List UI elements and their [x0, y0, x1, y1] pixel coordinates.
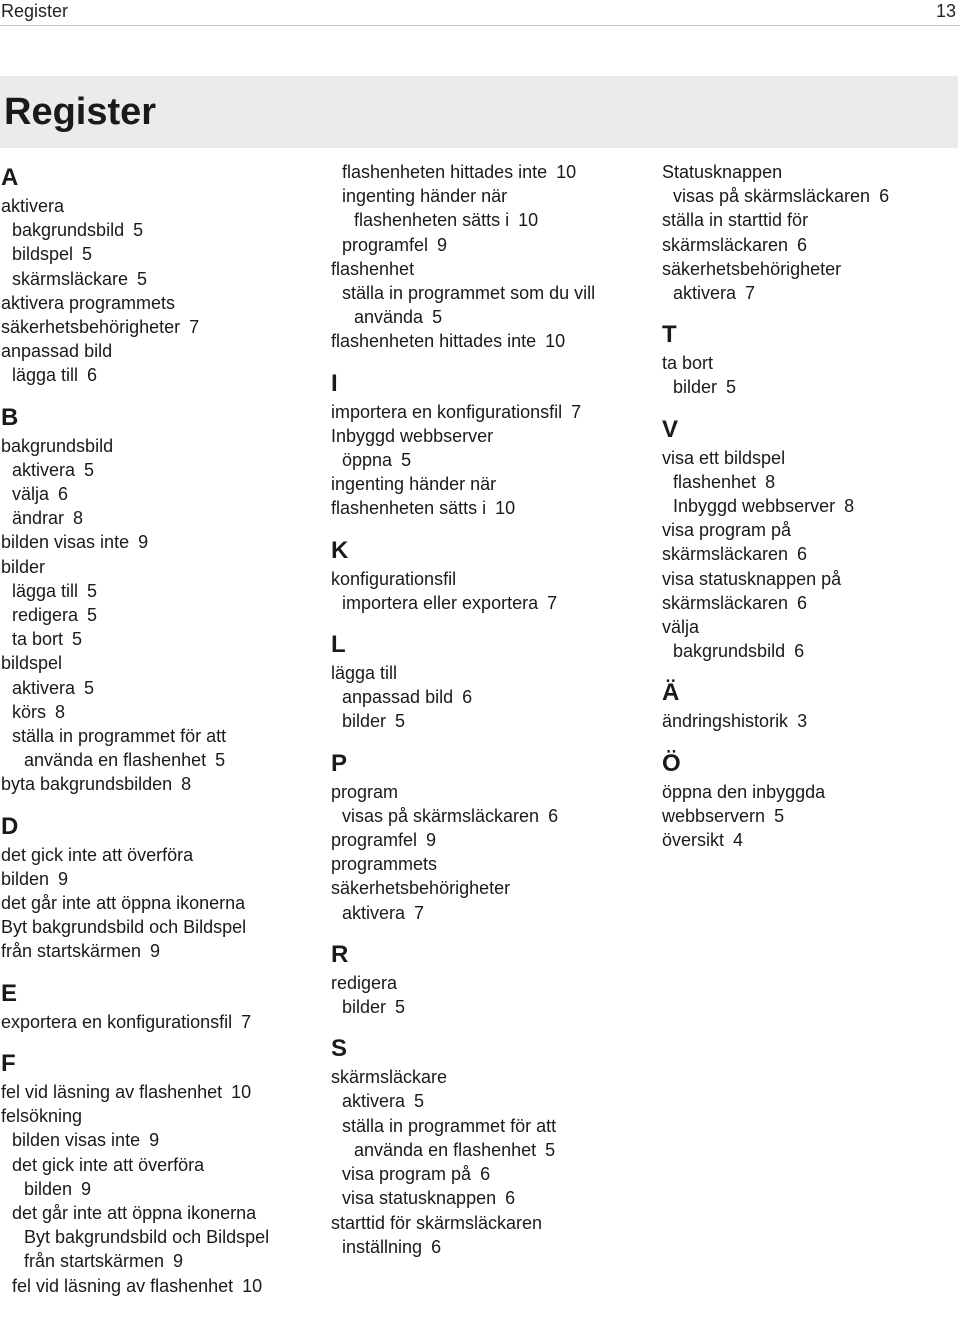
index-entry [1, 627, 321, 651]
index-term: flashenheten sätts i [354, 210, 510, 231]
index-page-ref: 9 [149, 1130, 160, 1151]
index-entry [662, 542, 960, 566]
index-entry [662, 518, 960, 542]
index-section [1, 162, 321, 388]
index-term: välja [662, 617, 700, 638]
index-page-ref: 6 [797, 234, 808, 255]
index-entry [331, 305, 651, 329]
index-page-ref: 4 [733, 830, 744, 851]
index-page-ref: 9 [437, 234, 448, 255]
index-entry [1, 242, 321, 266]
index-term: importera en konfigurationsfil [331, 401, 563, 422]
index-page-ref: 5 [87, 580, 98, 601]
index-entry [331, 1114, 651, 1138]
index-entry [1, 915, 321, 939]
index-term: flashenhet [673, 471, 757, 492]
index-entry [1, 1201, 321, 1225]
index-entry [331, 472, 651, 496]
index-entry [662, 567, 960, 591]
index-page-ref: 5 [432, 307, 443, 328]
page-header [0, 0, 960, 24]
index-entry [1, 267, 321, 291]
index-entry [1, 1153, 321, 1177]
index-term: ingenting händer när [342, 186, 508, 207]
index-section [331, 160, 651, 354]
index-term: visa program på [662, 520, 792, 541]
index-entry [331, 591, 651, 615]
index-page-ref: 6 [87, 365, 98, 386]
index-page-ref: 5 [395, 997, 406, 1018]
index-term: säkerhetsbehörigheter [1, 317, 181, 338]
index-page-ref: 7 [241, 1011, 252, 1032]
index-entry [331, 1162, 651, 1186]
index-term: webbservern [662, 805, 766, 826]
index-section [331, 629, 651, 734]
index-entry [1, 867, 321, 891]
index-entry [1, 315, 321, 339]
index-term: fel vid läsning av flashenhet [1, 1081, 223, 1102]
index-term: fel vid läsning av flashenhet [12, 1275, 234, 1296]
index-term: visa program på [342, 1164, 472, 1185]
index-section [1, 811, 321, 964]
index-entry [662, 375, 960, 399]
index-entry [331, 448, 651, 472]
title-bar [0, 76, 958, 148]
index-term: bilden visas inte [1, 532, 130, 553]
index-letter-heading: K [331, 536, 349, 564]
index-term: skärmsläckare [331, 1067, 448, 1088]
index-entry [662, 709, 960, 733]
index-term: ingenting händer när [331, 474, 497, 495]
index-entry [331, 971, 651, 995]
page-title: Register [4, 91, 157, 133]
index-page-ref: 6 [794, 641, 805, 662]
index-term: flashenhet [331, 258, 415, 279]
index-entry [1, 579, 321, 603]
index-page-ref: 6 [879, 186, 890, 207]
index-section [331, 368, 651, 521]
index-term: från startskärmen [24, 1251, 165, 1272]
index-entry [331, 1138, 651, 1162]
index-term: bilden [24, 1178, 73, 1199]
index-page-ref: 5 [545, 1139, 556, 1160]
index-page-ref: 8 [181, 774, 192, 795]
index-term: Statusknappen [662, 162, 783, 182]
index-entry [662, 208, 960, 232]
index-term: bilder [1, 556, 46, 577]
index-term: ändrar [12, 508, 65, 529]
index-term: bilden [1, 868, 50, 889]
index-term: ställa in starttid för [662, 210, 809, 231]
index-entry [1, 434, 321, 458]
index-term: inställning [342, 1236, 423, 1257]
index-letter-heading: F [1, 1049, 16, 1077]
index-letter-heading: A [1, 164, 19, 191]
index-term: bakgrundsbild [12, 220, 125, 241]
index-entry [331, 780, 651, 804]
index-entry [1, 603, 321, 627]
index-section [331, 748, 651, 925]
index-term: öppna [342, 450, 393, 471]
index-page-ref: 3 [797, 711, 808, 732]
index-term: ändringshistorik [662, 711, 789, 732]
index-entry [1, 748, 321, 772]
index-entry [1, 891, 321, 915]
index-term: använda en flashenhet [354, 1139, 537, 1160]
index-entry [1, 363, 321, 387]
index-entry [331, 567, 651, 591]
index-term: det går inte att öppna ikonerna [1, 893, 246, 914]
index-term: ta bort [662, 353, 714, 374]
index-term: bilder [673, 377, 718, 398]
page-number: 13 [935, 1, 956, 21]
index-section [331, 1033, 651, 1259]
index-page-ref: 9 [173, 1251, 184, 1272]
index-page-ref: 5 [395, 711, 406, 732]
index-entry [1, 458, 321, 482]
index-term: konfigurationsfil [331, 568, 457, 589]
index-entry [331, 1186, 651, 1210]
index-entry [662, 184, 960, 208]
index-page-ref: 5 [774, 805, 785, 826]
index-entry [1, 291, 321, 315]
index-term: säkerhetsbehörigheter [662, 258, 842, 279]
index-section [662, 160, 960, 305]
index-term: bilder [342, 711, 387, 732]
index-section [1, 978, 321, 1034]
index-section [331, 939, 651, 1019]
index-page-ref: 9 [426, 830, 437, 851]
index-page-ref: 8 [55, 701, 66, 722]
index-entry [331, 233, 651, 257]
index-entry [662, 591, 960, 615]
index-letter-heading: E [1, 979, 18, 1007]
header-divider [0, 25, 960, 26]
index-letter-heading: T [662, 321, 677, 349]
index-entry [662, 828, 960, 852]
index-page-ref: 6 [480, 1164, 491, 1185]
index-term: skärmsläckaren [662, 234, 789, 255]
index-entry [1, 1249, 321, 1273]
index-term: Byt bakgrundsbild och Bildspel [1, 917, 247, 938]
index-term: bakgrundsbild [673, 641, 786, 662]
index-term: programfel [331, 830, 418, 851]
index-page-ref: 6 [548, 805, 559, 826]
index-letter-heading: L [331, 631, 346, 659]
index-entry [1, 530, 321, 554]
index-term: skärmsläckare [12, 268, 129, 289]
index-entry [1, 700, 321, 724]
index-entry [331, 852, 651, 876]
index-term: visa statusknappen på [662, 568, 842, 589]
index-term: visas på skärmsläckaren [673, 186, 871, 207]
index-page-ref: 6 [58, 484, 69, 505]
index-entry [331, 709, 651, 733]
index-page-ref: 5 [726, 377, 737, 398]
index-section [662, 677, 960, 733]
index-page-ref: 10 [495, 498, 516, 519]
index-entry [1, 218, 321, 242]
index-entry [1, 843, 321, 867]
index-page-ref: 7 [571, 401, 582, 422]
index-term: programfel [342, 234, 429, 255]
index-term: bilder [342, 997, 387, 1018]
index-page-ref: 9 [138, 532, 149, 553]
index-page-ref: 9 [81, 1178, 92, 1199]
index-term: det gick inte att överföra [1, 844, 194, 865]
index-term: program [331, 781, 399, 802]
index-term: starttid för skärmsläckaren [331, 1212, 543, 1233]
index-page-ref: 5 [414, 1091, 425, 1112]
index-entry [331, 257, 651, 281]
index-entry [662, 615, 960, 639]
index-entry [1, 555, 321, 579]
index-term: programmets [331, 854, 438, 875]
index-page-ref: 9 [58, 868, 69, 889]
index-section [662, 748, 960, 853]
index-entry [331, 424, 651, 448]
index-term: skärmsläckaren [662, 544, 789, 565]
index-entry [662, 494, 960, 518]
index-entry [1, 651, 321, 675]
index-entry [662, 160, 960, 184]
index-entry [331, 828, 651, 852]
index-term: felsökning [1, 1106, 83, 1127]
index-letter-heading: Ö [662, 749, 681, 777]
index-term: anpassad bild [342, 687, 454, 708]
index-entry [1, 772, 321, 796]
index-term: ställa in programmet som du vill [342, 283, 596, 304]
index-term: ta bort [12, 629, 64, 650]
index-term: använda [354, 307, 424, 328]
index-entry [331, 995, 651, 1019]
index-term: redigera [331, 972, 398, 993]
index-page-ref: 5 [72, 629, 83, 650]
index-term: Inbyggd webbserver [331, 425, 494, 446]
index-entry [331, 208, 651, 232]
index-term: lägga till [12, 580, 79, 601]
index-page-ref: 8 [844, 496, 855, 517]
index-column-3 [662, 160, 960, 866]
index-entry [331, 876, 651, 900]
index-term: säkerhetsbehörigheter [331, 878, 511, 899]
index-column-2 [331, 160, 651, 1273]
index-page-ref: 10 [556, 162, 577, 182]
index-letter-heading: R [331, 940, 349, 968]
index-page-ref: 8 [765, 471, 776, 492]
index-term: visas på skärmsläckaren [342, 805, 540, 826]
index-entry [1, 194, 321, 218]
index-term: byta bakgrundsbilden [1, 774, 173, 795]
index-entry [1, 1177, 321, 1201]
index-entry [662, 446, 960, 470]
index-entry [1, 939, 321, 963]
index-term: aktivera [1, 196, 65, 216]
index-entry [331, 901, 651, 925]
index-section [662, 319, 960, 399]
index-entry [1, 1010, 321, 1034]
index-page-ref: 8 [73, 508, 84, 529]
index-entry [1, 1274, 321, 1298]
index-term: ställa in programmet för att [342, 1115, 557, 1136]
running-header-title: Register [1, 1, 69, 21]
index-page-ref: 10 [231, 1081, 252, 1102]
index-section [331, 535, 651, 615]
index-term: anpassad bild [1, 341, 113, 362]
index-entry [331, 1235, 651, 1259]
index-page-ref: 7 [547, 592, 558, 613]
index-term: exportera en konfigurationsfil [1, 1011, 233, 1032]
index-letter-heading: B [1, 403, 19, 431]
index-entry [662, 257, 960, 281]
index-term: flashenheten hittades inte [342, 162, 548, 182]
index-entry [1, 339, 321, 363]
index-section [1, 402, 321, 797]
index-term: från startskärmen [1, 941, 142, 962]
index-page-ref: 10 [545, 331, 566, 352]
index-term: redigera [12, 605, 79, 626]
index-term: aktivera [342, 1091, 406, 1112]
index-entry [662, 804, 960, 828]
index-page-ref: 6 [462, 687, 473, 708]
index-entry [331, 329, 651, 353]
index-term: aktivera [12, 677, 76, 698]
index-entry [331, 1065, 651, 1089]
index-page-ref: 5 [401, 450, 412, 471]
index-page-ref: 6 [797, 544, 808, 565]
index-term: ställa in programmet för att [12, 726, 227, 747]
index-term: skärmsläckaren [662, 592, 789, 613]
index-column-1 [1, 160, 321, 1312]
index-term: aktivera [12, 459, 76, 480]
index-entry [662, 780, 960, 804]
index-entry [331, 496, 651, 520]
index-entry [331, 804, 651, 828]
index-term: översikt [662, 830, 725, 851]
index-page-ref: 6 [431, 1236, 442, 1257]
index-letter-heading: D [1, 812, 19, 840]
index-page-ref: 9 [150, 941, 161, 962]
index-term: importera eller exportera [342, 592, 539, 613]
index-term: aktivera [342, 902, 406, 923]
index-term: använda en flashenhet [24, 750, 207, 771]
index-page-ref: 7 [414, 902, 425, 923]
index-entry [1, 724, 321, 748]
index-page-ref: 5 [133, 220, 144, 241]
index-page-ref: 5 [87, 605, 98, 626]
index-entry [662, 233, 960, 257]
index-page-ref: 10 [242, 1275, 263, 1296]
index-term: Byt bakgrundsbild och Bildspel [24, 1227, 270, 1248]
index-term: öppna den inbyggda [662, 781, 826, 802]
index-page-ref: 7 [745, 283, 756, 304]
index-term: det gick inte att överföra [12, 1154, 205, 1175]
index-term: Inbyggd webbserver [673, 496, 836, 517]
index-entry [331, 685, 651, 709]
index-entry [662, 281, 960, 305]
index-entry [331, 1089, 651, 1113]
index-entry [1, 506, 321, 530]
index-term: lägga till [12, 365, 79, 386]
index-term: visa ett bildspel [662, 447, 786, 468]
index-page-ref: 5 [84, 459, 95, 480]
index-letter-heading: V [662, 415, 679, 443]
index-page-ref: 5 [215, 750, 226, 771]
index-term: flashenheten hittades inte [331, 331, 537, 352]
index-term: flashenheten sätts i [331, 498, 487, 519]
index-entry [1, 1128, 321, 1152]
index-entry [1, 1104, 321, 1128]
index-entry [331, 400, 651, 424]
index-page-ref: 5 [82, 244, 93, 265]
index-term: lägga till [331, 663, 398, 684]
index-letter-heading: I [331, 369, 338, 397]
index-page-ref: 6 [505, 1188, 516, 1209]
index-page-ref: 6 [797, 592, 808, 613]
index-term: visa statusknappen [342, 1188, 497, 1209]
index-entry [331, 160, 651, 184]
index-entry [1, 482, 321, 506]
index-term: det går inte att öppna ikonerna [12, 1202, 257, 1223]
index-entry [1, 676, 321, 700]
index-entry [331, 184, 651, 208]
index-term: aktivera programmets [1, 292, 176, 313]
index-letter-heading: P [331, 749, 348, 777]
index-term: aktivera [673, 283, 737, 304]
index-letter-heading: S [331, 1035, 348, 1063]
index-term: körs [12, 701, 47, 722]
index-entry [331, 281, 651, 305]
index-entry [662, 639, 960, 663]
index-section [662, 414, 960, 664]
index-entry [662, 470, 960, 494]
index-page-ref: 5 [84, 677, 95, 698]
index-page-ref: 5 [137, 268, 148, 289]
index-page-ref: 10 [518, 210, 539, 231]
index-entry [1, 1080, 321, 1104]
index-entry [331, 1211, 651, 1235]
index-term: välja [12, 484, 50, 505]
index-entry [1, 1225, 321, 1249]
index-term: bilden visas inte [12, 1130, 141, 1151]
index-page-ref: 7 [189, 317, 200, 338]
index-term: bakgrundsbild [1, 435, 114, 456]
index-term: bildspel [12, 244, 74, 265]
index-section [1, 1048, 321, 1298]
index-entry [331, 661, 651, 685]
index-letter-heading: Ä [662, 679, 680, 707]
index-entry [662, 351, 960, 375]
index-term: bildspel [1, 653, 63, 674]
